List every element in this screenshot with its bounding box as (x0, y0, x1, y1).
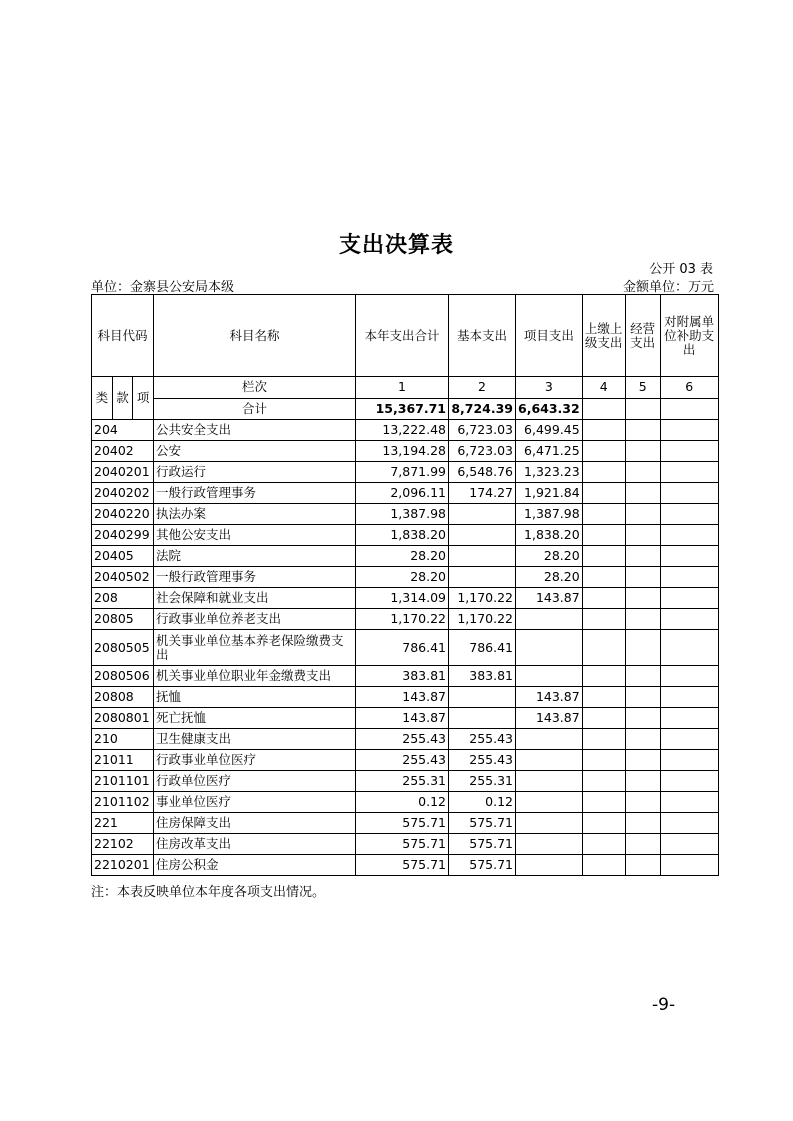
project-cell: 1,838.20 (516, 525, 583, 546)
table-row (92, 588, 719, 609)
operating-cell (625, 567, 660, 588)
basic-cell (449, 708, 516, 729)
total-cell: 255.31 (356, 771, 449, 792)
col-num-1: 1 (356, 377, 449, 399)
table-row (92, 525, 719, 546)
total-cell: 2,096.11 (356, 483, 449, 504)
page-title: 支出决算表 (338, 233, 454, 258)
col-num-6: 6 (660, 377, 718, 399)
upper-cell (582, 567, 625, 588)
operating-cell (625, 609, 660, 630)
code-cell: 2080505 (92, 630, 154, 666)
basic-cell: 1,170.22 (449, 609, 516, 630)
total-cell: 255.43 (356, 750, 449, 771)
category-cell (92, 377, 154, 420)
table-row (92, 687, 719, 708)
table-row (92, 483, 719, 504)
upper-cell (582, 813, 625, 834)
project-cell: 6,499.45 (516, 420, 583, 441)
total-cell: 1,314.09 (356, 588, 449, 609)
lei-label: 类 (92, 377, 113, 419)
project-cell (516, 834, 583, 855)
subsidy-cell (660, 813, 718, 834)
code-cell: 20405 (92, 546, 154, 567)
upper-cell (582, 855, 625, 876)
operating-cell (625, 687, 660, 708)
upper-cell (582, 588, 625, 609)
name-cell: 行政运行 (154, 462, 356, 483)
basic-cell: 575.71 (449, 834, 516, 855)
operating-cell (625, 855, 660, 876)
operating-cell (625, 708, 660, 729)
upper-cell (582, 750, 625, 771)
name-cell: 机关事业单位职业年金缴费支出 (154, 666, 356, 687)
project-cell (516, 813, 583, 834)
total-cell: 575.71 (356, 855, 449, 876)
code-cell: 2040201 (92, 462, 154, 483)
project-cell: 28.20 (516, 546, 583, 567)
project-cell (516, 630, 583, 666)
table-row (92, 666, 719, 687)
subsidy-cell (660, 687, 718, 708)
code-cell: 2080506 (92, 666, 154, 687)
project-cell: 1,387.98 (516, 504, 583, 525)
subsidy-cell (660, 483, 718, 504)
subsidy-cell (660, 525, 718, 546)
project-cell (516, 750, 583, 771)
subsidy-cell (660, 588, 718, 609)
upper-cell (582, 834, 625, 855)
operating-cell (625, 504, 660, 525)
name-cell: 执法办案 (154, 504, 356, 525)
basic-cell: 6,723.03 (449, 420, 516, 441)
project-cell (516, 729, 583, 750)
basic-cell: 0.12 (449, 792, 516, 813)
subsidy-cell (660, 834, 718, 855)
subsidy-cell (660, 420, 718, 441)
name-cell: 社会保障和就业支出 (154, 588, 356, 609)
name-cell: 一般行政管理事务 (154, 567, 356, 588)
table-row (92, 441, 719, 462)
total-operating (625, 398, 660, 420)
table-row (92, 855, 719, 876)
col-num-5: 5 (625, 377, 660, 399)
upper-cell (582, 546, 625, 567)
total-cell: 575.71 (356, 813, 449, 834)
subsidy-cell (660, 630, 718, 666)
operating-cell (625, 420, 660, 441)
code-cell: 2040202 (92, 483, 154, 504)
project-cell: 28.20 (516, 567, 583, 588)
header-basic: 基本支出 (449, 295, 516, 377)
unit-row (91, 276, 714, 294)
name-cell: 一般行政管理事务 (154, 483, 356, 504)
operating-cell (625, 462, 660, 483)
upper-cell (582, 687, 625, 708)
code-cell: 22102 (92, 834, 154, 855)
upper-cell (582, 609, 625, 630)
upper-cell (582, 708, 625, 729)
name-cell: 卫生健康支出 (154, 729, 356, 750)
name-cell: 行政事业单位养老支出 (154, 609, 356, 630)
total-cell: 7,871.99 (356, 462, 449, 483)
subsidy-cell (660, 855, 718, 876)
table-row (92, 813, 719, 834)
total-upper (582, 398, 625, 420)
operating-cell (625, 546, 660, 567)
subsidy-cell (660, 567, 718, 588)
kuan-label: 款 (113, 377, 134, 419)
total-cell: 1,387.98 (356, 504, 449, 525)
name-cell: 住房保障支出 (154, 813, 356, 834)
total-cell: 786.41 (356, 630, 449, 666)
operating-cell (625, 750, 660, 771)
header-name: 科目名称 (154, 295, 356, 377)
unit-label: 单位：金寨县公安局本级 (91, 280, 235, 295)
table-row (92, 420, 719, 441)
expenditure-table (91, 294, 719, 876)
operating-cell (625, 792, 660, 813)
project-cell: 143.87 (516, 687, 583, 708)
subsidy-cell (660, 708, 718, 729)
total-cell: 575.71 (356, 834, 449, 855)
table-row (92, 708, 719, 729)
upper-cell (582, 729, 625, 750)
operating-cell (625, 630, 660, 666)
table-row (92, 729, 719, 750)
upper-cell (582, 483, 625, 504)
subsidy-cell (660, 729, 718, 750)
table-row (92, 834, 719, 855)
col-num-4: 4 (582, 377, 625, 399)
subsidy-cell (660, 546, 718, 567)
operating-cell (625, 525, 660, 546)
table-row (92, 567, 719, 588)
total-project: 6,643.32 (516, 398, 583, 420)
header-code: 科目代码 (92, 295, 154, 377)
code-cell: 204 (92, 420, 154, 441)
project-cell: 143.87 (516, 588, 583, 609)
total-cell: 143.87 (356, 708, 449, 729)
table-row (92, 546, 719, 567)
code-cell: 2040220 (92, 504, 154, 525)
code-cell: 2210201 (92, 855, 154, 876)
table-row (92, 630, 719, 666)
header-row (92, 295, 719, 377)
project-cell (516, 666, 583, 687)
col-num-3: 3 (516, 377, 583, 399)
total-cell: 28.20 (356, 567, 449, 588)
name-cell: 法院 (154, 546, 356, 567)
subsidy-cell (660, 441, 718, 462)
code-cell: 2040299 (92, 525, 154, 546)
xiang-label: 项 (136, 390, 150, 405)
total-cell: 0.12 (356, 792, 449, 813)
upper-cell (582, 666, 625, 687)
project-cell (516, 771, 583, 792)
total-label: 合计 (154, 398, 356, 420)
name-cell: 公共安全支出 (154, 420, 356, 441)
name-cell: 行政事业单位医疗 (154, 750, 356, 771)
header-upper: 上缴上级支出 (582, 295, 625, 377)
project-cell (516, 792, 583, 813)
total-cell: 383.81 (356, 666, 449, 687)
basic-cell: 786.41 (449, 630, 516, 666)
header-operating: 经营支出 (625, 295, 660, 377)
operating-cell (625, 441, 660, 462)
col-num-2: 2 (449, 377, 516, 399)
subsidy-cell (660, 750, 718, 771)
basic-cell (449, 687, 516, 708)
code-cell: 20808 (92, 687, 154, 708)
code-cell: 2040502 (92, 567, 154, 588)
name-cell: 死亡抚恤 (154, 708, 356, 729)
project-cell: 1,921.84 (516, 483, 583, 504)
table-row (92, 462, 719, 483)
basic-cell (449, 504, 516, 525)
code-cell: 221 (92, 813, 154, 834)
subsidy-cell (660, 792, 718, 813)
column-number-row (92, 377, 719, 399)
total-row (92, 398, 719, 420)
table-number: 公开 03 表 (649, 262, 713, 277)
code-cell: 2101101 (92, 771, 154, 792)
total-subsidy (660, 398, 718, 420)
subsidy-cell (660, 771, 718, 792)
header-total: 本年支出合计 (356, 295, 449, 377)
total-cell: 1,838.20 (356, 525, 449, 546)
project-cell (516, 855, 583, 876)
basic-cell: 255.43 (449, 729, 516, 750)
basic-cell: 1,170.22 (449, 588, 516, 609)
code-cell: 210 (92, 729, 154, 750)
operating-cell (625, 771, 660, 792)
page-number: -9- (652, 995, 676, 1015)
lanci-label: 栏次 (154, 377, 356, 399)
total-basic: 8,724.39 (449, 398, 516, 420)
operating-cell (625, 729, 660, 750)
table-row (92, 504, 719, 525)
name-cell: 住房公积金 (154, 855, 356, 876)
basic-cell (449, 525, 516, 546)
total-cell: 143.87 (356, 687, 449, 708)
header-subsidy: 对附属单位补助支出 (660, 295, 718, 377)
total-cell: 255.43 (356, 729, 449, 750)
table-row (92, 792, 719, 813)
basic-cell: 255.31 (449, 771, 516, 792)
header-project: 项目支出 (516, 295, 583, 377)
upper-cell (582, 792, 625, 813)
upper-cell (582, 420, 625, 441)
basic-cell: 575.71 (449, 855, 516, 876)
upper-cell (582, 771, 625, 792)
project-cell: 6,471.25 (516, 441, 583, 462)
total-amount: 15,367.71 (356, 398, 449, 420)
project-cell: 143.87 (516, 708, 583, 729)
upper-cell (582, 504, 625, 525)
subsidy-cell (660, 462, 718, 483)
total-cell: 28.20 (356, 546, 449, 567)
basic-cell (449, 567, 516, 588)
code-cell: 2101102 (92, 792, 154, 813)
basic-cell: 575.71 (449, 813, 516, 834)
code-cell: 208 (92, 588, 154, 609)
name-cell: 事业单位医疗 (154, 792, 356, 813)
operating-cell (625, 834, 660, 855)
name-cell: 抚恤 (154, 687, 356, 708)
total-cell: 13,222.48 (356, 420, 449, 441)
operating-cell (625, 666, 660, 687)
code-cell: 20805 (92, 609, 154, 630)
name-cell: 公安 (154, 441, 356, 462)
amount-unit-label: 金额单位：万元 (622, 280, 714, 295)
code-cell: 2080801 (92, 708, 154, 729)
project-cell: 1,323.23 (516, 462, 583, 483)
basic-cell: 255.43 (449, 750, 516, 771)
subsidy-cell (660, 666, 718, 687)
operating-cell (625, 813, 660, 834)
upper-cell (582, 441, 625, 462)
code-cell: 21011 (92, 750, 154, 771)
table-row (92, 750, 719, 771)
operating-cell (625, 588, 660, 609)
basic-cell (449, 546, 516, 567)
total-cell: 13,194.28 (356, 441, 449, 462)
code-cell: 20402 (92, 441, 154, 462)
basic-cell: 174.27 (449, 483, 516, 504)
basic-cell: 383.81 (449, 666, 516, 687)
basic-cell: 6,548.76 (449, 462, 516, 483)
total-cell: 1,170.22 (356, 609, 449, 630)
table-row (92, 609, 719, 630)
basic-cell: 6,723.03 (449, 441, 516, 462)
project-cell (516, 609, 583, 630)
subsidy-cell (660, 609, 718, 630)
name-cell: 住房改革支出 (154, 834, 356, 855)
name-cell: 行政单位医疗 (154, 771, 356, 792)
table-row (92, 771, 719, 792)
subsidy-cell (660, 504, 718, 525)
upper-cell (582, 462, 625, 483)
upper-cell (582, 630, 625, 666)
name-cell: 其他公安支出 (154, 525, 356, 546)
name-cell: 机关事业单位基本养老保险缴费支出 (154, 630, 356, 666)
table-note: 注：本表反映单位本年度各项支出情况。 (91, 885, 326, 900)
operating-cell (625, 483, 660, 504)
upper-cell (582, 525, 625, 546)
